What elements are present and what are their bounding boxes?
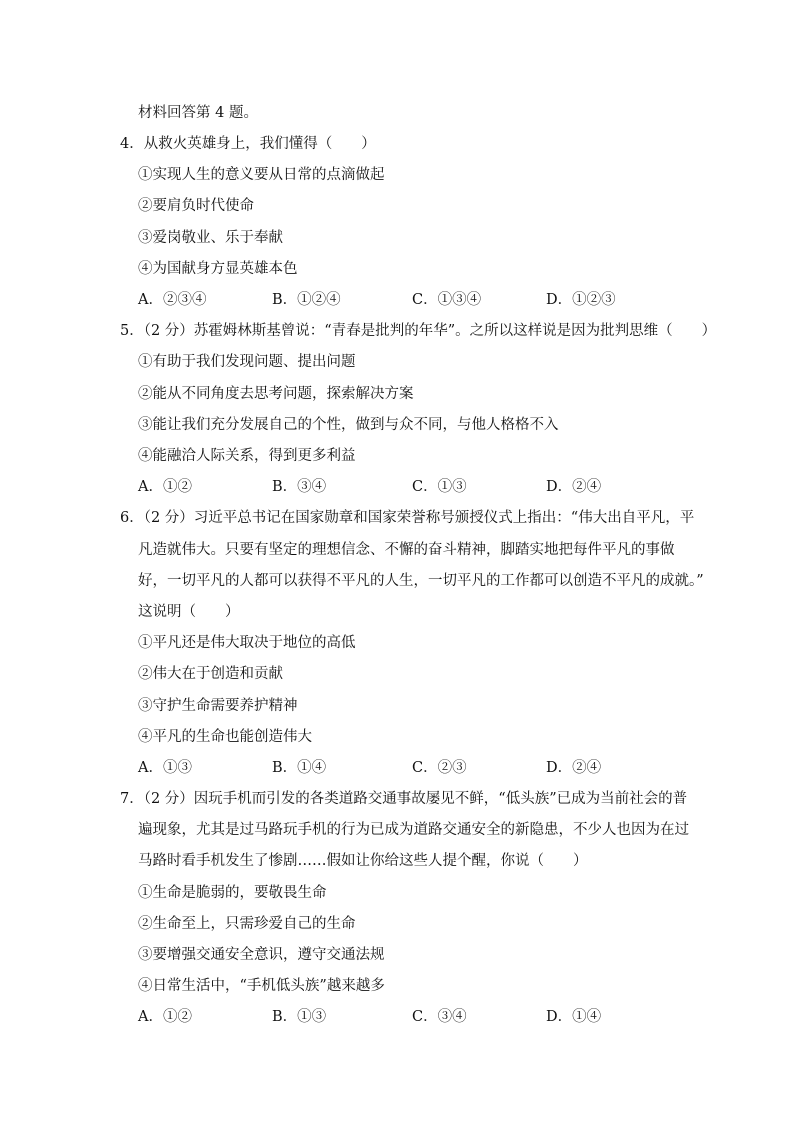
question-6-option-c[interactable]: C．②③	[412, 760, 467, 776]
question-6-stem-line-4: 这说明（ ）	[138, 604, 240, 620]
question-4-statement-2: ②要肩负时代使命	[138, 198, 254, 214]
question-7-option-a[interactable]: A．①②	[138, 1009, 192, 1025]
question-7-option-d[interactable]: D．①④	[546, 1009, 602, 1025]
question-5-statement-1: ①有助于我们发现问题、提出问题	[138, 354, 356, 370]
question-7-stem-line-1: 7．（2 分）因玩手机而引发的各类道路交通事故屡见不鲜，“低头族”已成为当前社会的普	[120, 791, 688, 807]
question-5-option-a[interactable]: A．①②	[138, 479, 192, 495]
question-6-stem-line-1: 6．（2 分）习近平总书记在国家勋章和国家荣誉称号颁授仪式上指出：“伟大出自平凡，平	[120, 510, 695, 526]
question-4-options	[138, 290, 698, 310]
question-5-option-c[interactable]: C．①③	[412, 479, 467, 495]
question-6-statement-2: ②伟大在于创造和贡献	[138, 666, 283, 682]
question-4-stem: 4．从救火英雄身上，我们懂得（ ）	[120, 136, 376, 152]
question-6-option-d[interactable]: D．②④	[546, 760, 602, 776]
question-4-option-a[interactable]: A．②③④	[138, 292, 207, 308]
question-4-option-d[interactable]: D．①②③	[546, 292, 616, 308]
question-5-stem: 5．（2 分）苏霍姆林斯基曾说：“青春是批判的年华”。之所以这样说是因为批判思维（ ）	[120, 323, 717, 339]
question-4-statement-1: ①实现人生的意义要从日常的点滴做起	[138, 167, 385, 183]
question-4-statement-4: ④为国献身方显英雄本色	[138, 261, 298, 277]
question-7-option-b[interactable]: B．①③	[272, 1009, 327, 1025]
question-5-statement-2: ②能从不同角度去思考问题，探索解决方案	[138, 386, 414, 402]
question-7-stem-line-2: 遍现象，尤其是过马路玩手机的行为已成为道路交通安全的新隐患，不少人也因为在过	[138, 822, 689, 838]
question-7-options	[138, 1007, 698, 1027]
question-6-option-b[interactable]: B．①④	[272, 760, 327, 776]
question-4-option-c[interactable]: C．①③④	[412, 292, 482, 308]
question-7-statement-1: ①生命是脆弱的，要敬畏生命	[138, 885, 327, 901]
question-4-option-b[interactable]: B．①②④	[272, 292, 341, 308]
question-6-stem-line-3: 好，一切平凡的人都可以获得不平凡的人生，一切平凡的工作都可以创造不平凡的成就。”	[138, 573, 704, 589]
question-5-statement-4: ④能融洽人际关系，得到更多利益	[138, 448, 356, 464]
material-instruction: 材料回答第 4 题。	[138, 105, 258, 121]
question-5-options	[138, 477, 698, 497]
question-6-statement-1: ①平凡还是伟大取决于地位的高低	[138, 635, 356, 651]
question-5-option-b[interactable]: B．③④	[272, 479, 327, 495]
question-7-option-c[interactable]: C．③④	[412, 1009, 467, 1025]
question-4-statement-3: ③爱岗敬业、乐于奉献	[138, 230, 283, 246]
question-7-statement-4: ④日常生活中，“手机低头族”越来越多	[138, 978, 385, 994]
question-7-stem-line-3: 马路时看手机发生了惨剧……假如让你给这些人提个醒，你说（ ）	[138, 853, 588, 869]
question-7-statement-2: ②生命至上，只需珍爱自己的生命	[138, 916, 356, 932]
question-7-statement-3: ③要增强交通安全意识，遵守交通法规	[138, 947, 385, 963]
question-6-statement-4: ④平凡的生命也能创造伟大	[138, 729, 312, 745]
question-6-stem-line-2: 凡造就伟大。只要有坚定的理想信念、不懈的奋斗精神，脚踏实地把每件平凡的事做	[138, 542, 675, 558]
question-6-options	[138, 758, 698, 778]
question-6-statement-3: ③守护生命需要养护精神	[138, 698, 298, 714]
question-5-option-d[interactable]: D．②④	[546, 479, 602, 495]
question-6-option-a[interactable]: A．①③	[138, 760, 192, 776]
question-5-statement-3: ③能让我们充分发展自己的个性，做到与众不同，与他人格格不入	[138, 417, 559, 433]
